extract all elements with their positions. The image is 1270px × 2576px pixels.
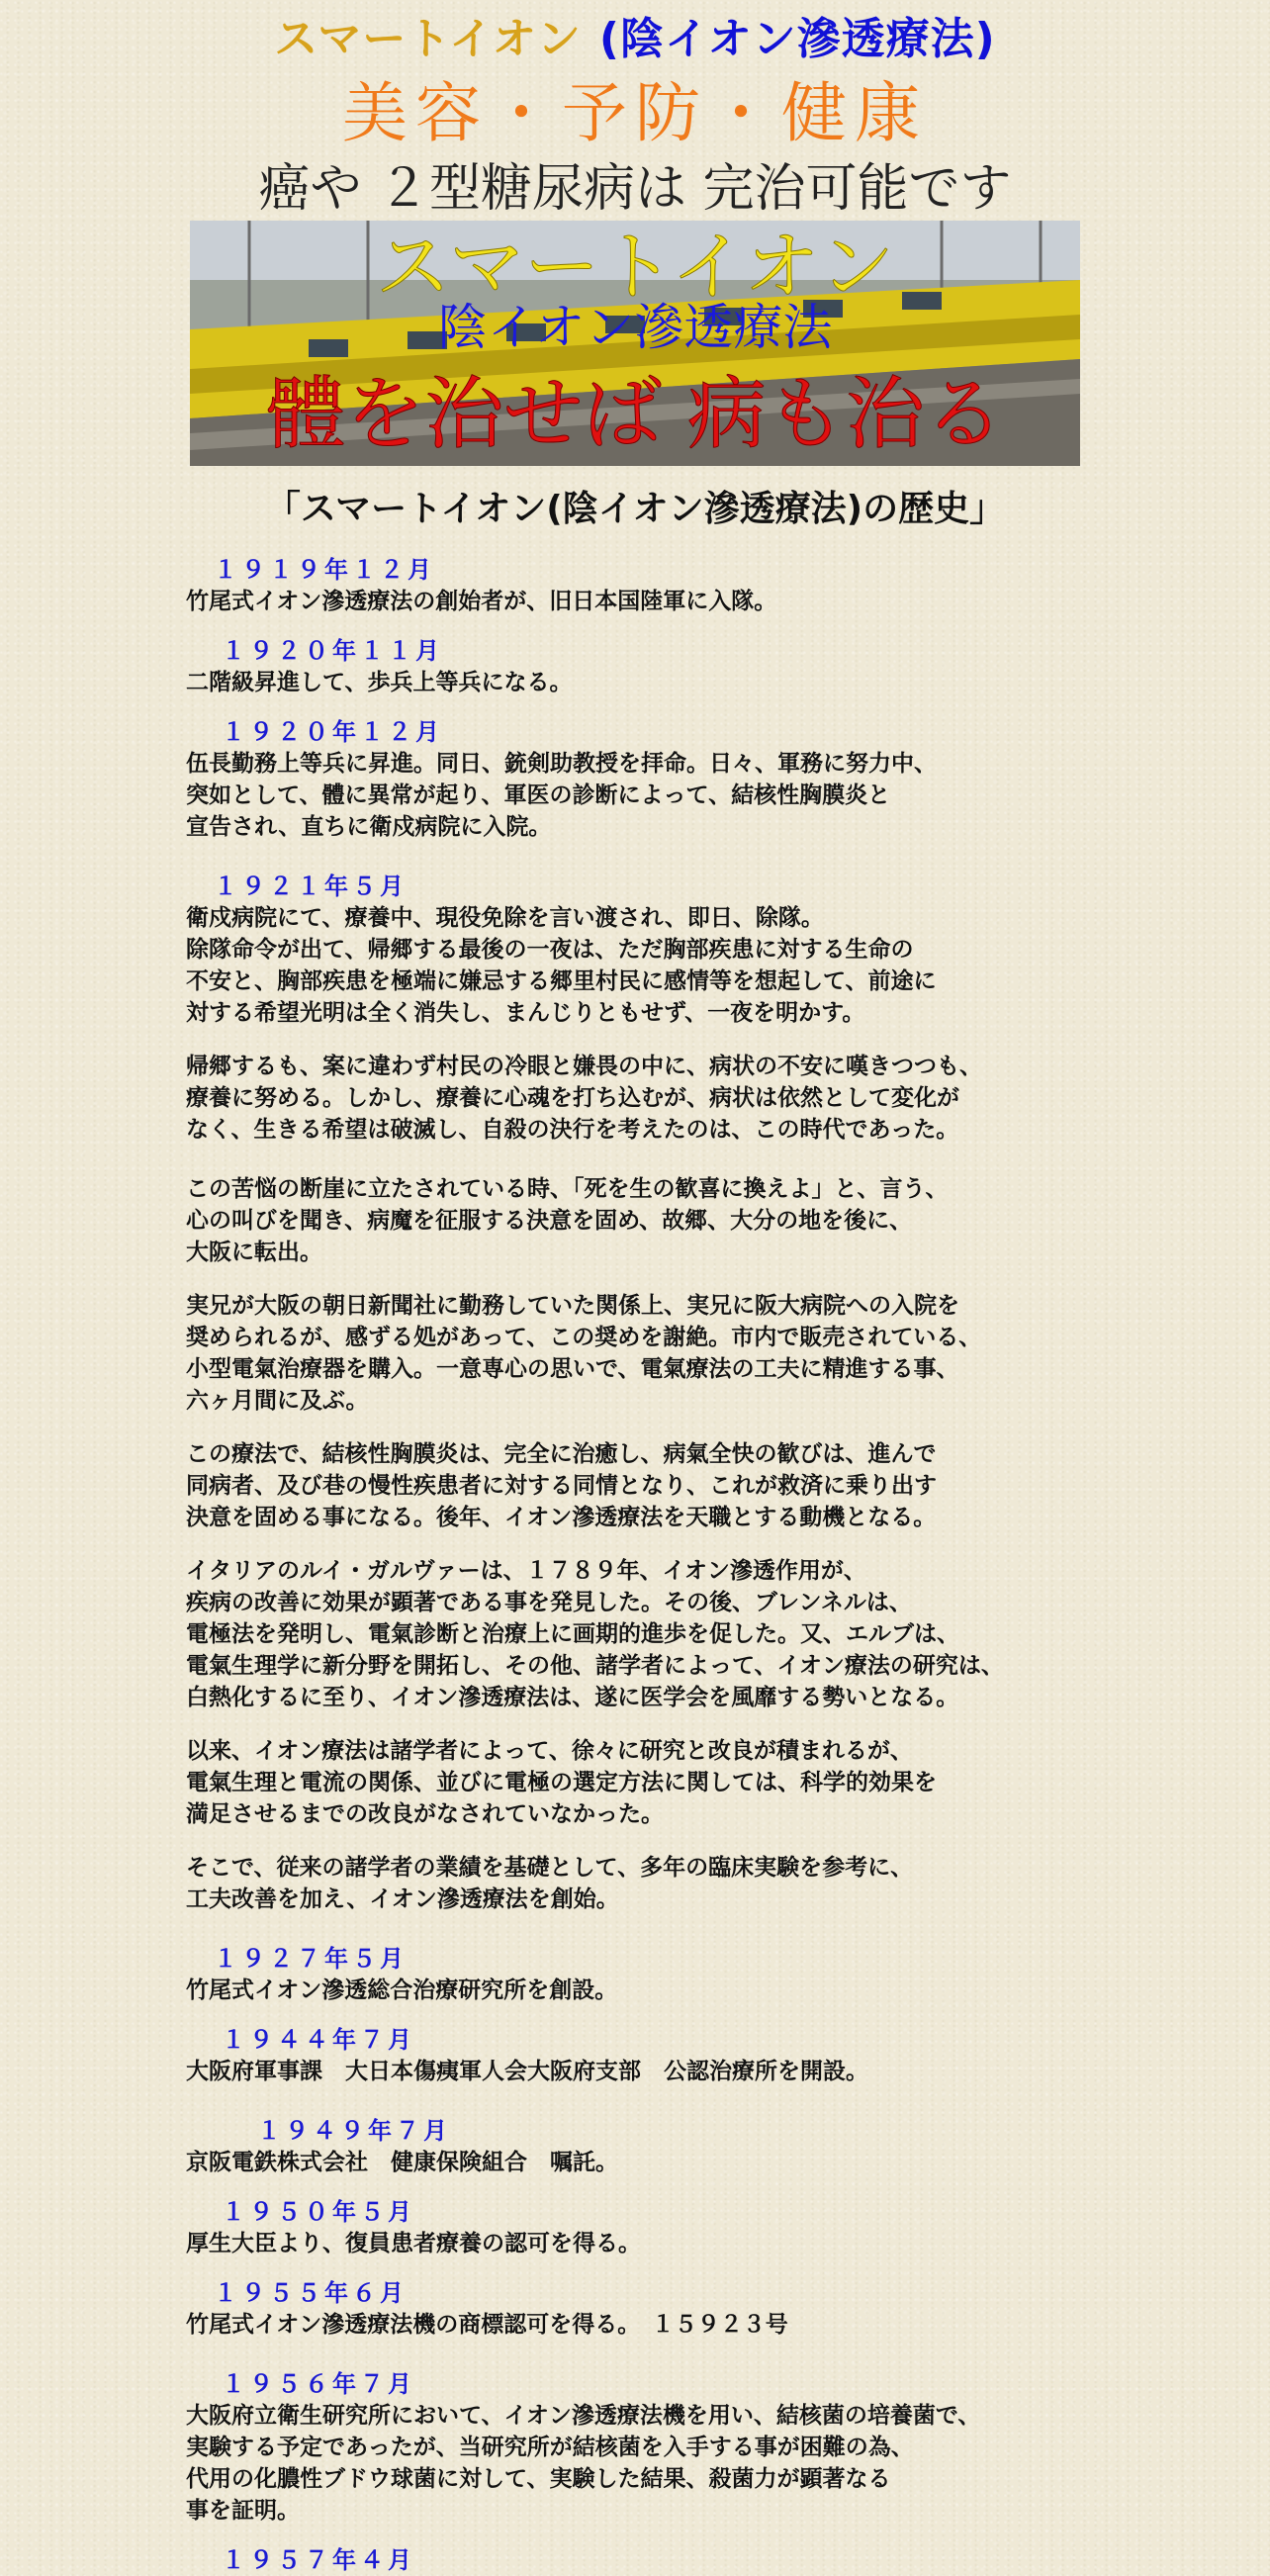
entry-text: 竹尾式イオン滲透総合治療研究所を創設。 — [186, 1978, 618, 2003]
timeline-entry — [186, 2544, 1234, 2576]
timeline-entry — [186, 2368, 1234, 2527]
entry-date: １９５０年５月 — [222, 2198, 415, 2226]
page-subtitle: 美容・予防・健康 — [342, 75, 928, 151]
entry-date: １９５７年４月 — [222, 2546, 415, 2574]
entry-text: 京阪電鉄株式会社 健康保険組合 嘱託。 — [186, 2150, 618, 2175]
entry-text: 竹尾式イオン滲透療法の創始者が、旧日本国陸軍に入隊。 — [186, 589, 777, 614]
entry-date: １９５６年７月 — [222, 2370, 415, 2398]
banner-text-method: 陰イオン滲透療法 — [437, 299, 833, 356]
entry-date: １９４４年７月 — [222, 2026, 415, 2054]
timeline-entry — [186, 716, 1234, 843]
timeline-entry — [186, 2277, 1234, 2341]
entry-text: 厚生大臣より、復員患者療養の認可を得る。 — [186, 2231, 641, 2256]
entry-text: 衛戍病院にて、療養中、現役免除を言い渡され、即日、除隊。 除隊命令が出て、帰郷する最後の一夜は、ただ胸部疾患に対する生命の 不安と、胸部疾患を極端に嫌忌する郷里村民に感情等を想起して、前途に 対する希望光明は全く消失し、まんじりともせず、一夜を明かす。 — [186, 905, 937, 1026]
entry-date: １９２７年５月 — [214, 1945, 408, 1973]
banner-image — [190, 221, 1080, 466]
entry-text: 大阪府軍事課 大日本傷痍軍人会大阪府支部 公認治療所を開設。 — [186, 2059, 868, 2084]
entry-text: 以来、イオン療法は諸学者によって、徐々に研究と改良が積まれるが、 電氣生理と電流の関係、並びに電極の選定方法に関しては、科学的効果を 満足させるまでの改良がなされていなかった。 — [186, 1738, 937, 1827]
timeline-entry — [186, 554, 1234, 617]
entry-text: 伍長勤務上等兵に昇進。同日、銃剣助教授を拝命。日々、軍務に努力中、 突如として、體に異常が起り、軍医の診断によって、結核性胸膜炎と 宣告され、直ちに衛戍病院に入院。 — [186, 751, 937, 840]
entry-text: イタリアのルイ・ガルヴァーは、１７８９年、イオン滲透作用が、 疾病の改善に効果が顕著である事を発見した。その後、ブレンネルは、 電極法を発明し、電氣診断と治療上に画期的進歩を促した。又、エルブは、 電氣生理学に新分野を開拓し、その他、諸学者によって、イオン療法の研究は、 白熱化するに至り、イオン滲透療法は、遂に医学会を風靡する勢いとなる。 — [186, 1558, 1004, 1710]
history-timeline — [186, 554, 1234, 2576]
title-brand: スマートイオン — [274, 14, 582, 64]
entry-date: １９４９年７月 — [257, 2117, 451, 2145]
title-method: (陰イオン滲透療法) — [598, 14, 996, 64]
entry-text: この療法で、結核性胸膜炎は、完全に治癒し、病氣全快の歓びは、進んで 同病者、及び巷の慢性疾患者に対する同情となり、これが救済に乗り出す 決意を固める事になる。後年、イオン滲透療法を天職とする動機となる。 — [186, 1441, 937, 1530]
timeline-entry — [186, 2196, 1234, 2259]
entry-text: 大阪府立衛生研究所において、イオン滲透療法機を用い、結核菌の培養菌で、 実験する予定であったが、当研究所が結核菌を入手する事が困難の為、 代用の化膿性ブドウ球菌に対して、実験した結果、殺菌力が顕著なる 事を証明。 — [186, 2403, 981, 2524]
entry-date: １９５５年６月 — [214, 2279, 408, 2307]
entry-date: １９１９年１２月 — [214, 556, 435, 584]
entry-text: 実兄が大阪の朝日新聞社に勤務していた関係上、実兄に阪大病院への入院を 奨められるが、感ずる処があって、この奨めを謝絶。市内で販売されている、 小型電氣治療器を購入。一意専心の思いで、電氣療法の工夫に精進する事、 六ヶ月間に及ぶ。 — [186, 1293, 982, 1414]
entry-text: この苦悩の断崖に立たされている時、「死を生の歓喜に換えよ」と、言う、 心の叫びを聞き、病魔を征服する決意を固め、故郷、大分の地を後に、 大阪に転出。 — [186, 1176, 949, 1265]
page-title — [0, 8, 1270, 71]
banner-text-brand: スマートイオン — [375, 223, 895, 311]
timeline-entry — [186, 1943, 1234, 2006]
page-tagline: 癌や ２型糖尿病は 完治可能です — [258, 159, 1012, 219]
timeline-entry — [186, 2115, 1234, 2178]
entry-text: 二階級昇進して、歩兵上等兵になる。 — [186, 670, 573, 695]
entry-text: 竹尾式イオン滲透療法機の商標認可を得る。 １５９２３号 — [186, 2312, 788, 2338]
entry-text: 帰郷するも、案に違わず村民の冷眼と嫌畏の中に、病状の不安に嘆きつつも、 療養に努める。しかし、療養に心魂を打ち込むが、病状は依然として変化が なく、生きる希望は破滅し、自殺の決行を考えたのは、この時代であった。 — [186, 1054, 982, 1143]
entry-date: １９２０年１１月 — [222, 637, 443, 665]
history-title: 「スマートイオン(陰イオン滲透療法)の歴史」 — [264, 489, 1006, 529]
timeline-entry — [186, 871, 1234, 1915]
entry-date: １９２１年５月 — [214, 873, 408, 900]
entry-date: １９２０年１２月 — [222, 718, 443, 746]
banner-text-slogan: 體を治せば 病も治る — [266, 368, 1004, 460]
timeline-entry — [186, 635, 1234, 698]
timeline-entry — [186, 2024, 1234, 2087]
entry-text: そこで、従来の諸学者の業績を基礎として、多年の臨床実験を参考に、 工夫改善を加え、イオン滲透療法を創始。 — [186, 1855, 914, 1912]
